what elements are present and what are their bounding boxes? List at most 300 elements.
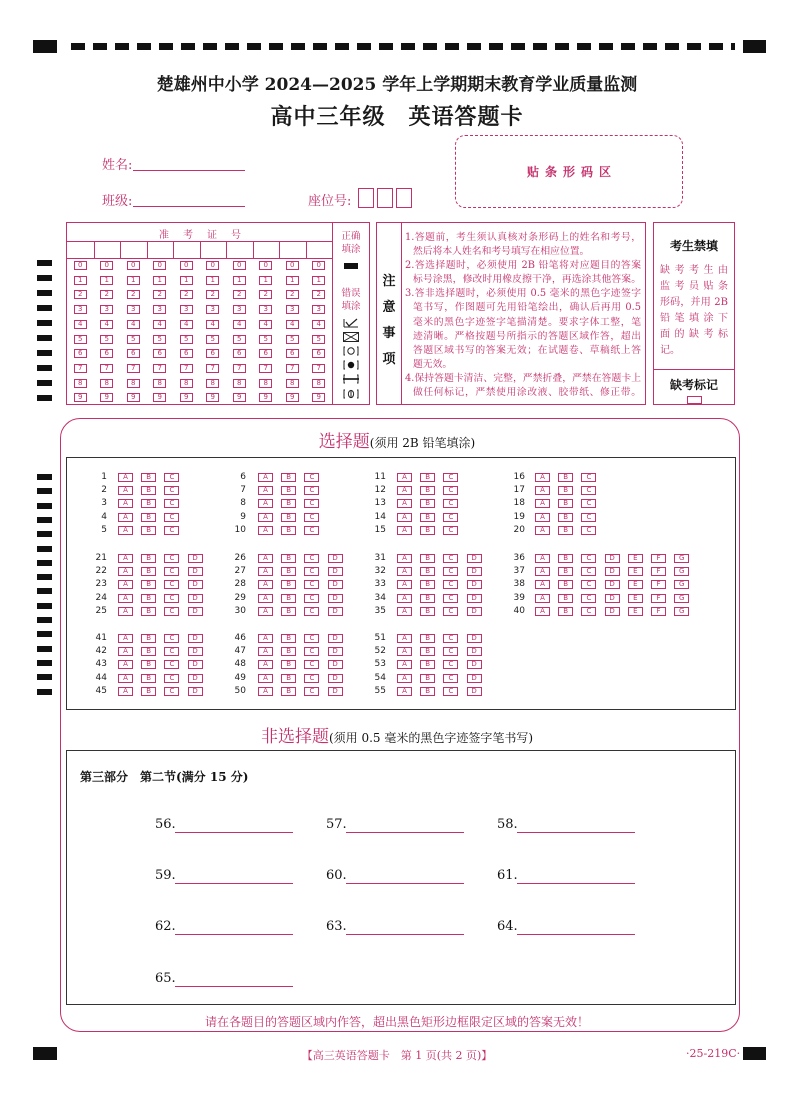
answer-bubble[interactable]: D xyxy=(328,554,343,563)
admission-digit-write-box[interactable] xyxy=(174,242,199,258)
answer-bubble[interactable]: C xyxy=(443,526,458,535)
answer-bubble[interactable]: B xyxy=(141,499,156,508)
answer-bubble[interactable]: B xyxy=(420,594,435,603)
admission-digit-bubble[interactable]: 1 xyxy=(312,276,325,285)
admission-digit-bubble[interactable]: 9 xyxy=(206,393,219,402)
answer-bubble[interactable]: A xyxy=(118,647,133,656)
answer-bubble[interactable]: A xyxy=(397,580,412,589)
answer-bubble[interactable]: A xyxy=(535,607,550,616)
answer-line[interactable] xyxy=(175,883,293,884)
answer-bubble[interactable]: C xyxy=(164,473,179,482)
answer-bubble[interactable]: B xyxy=(420,660,435,669)
admission-digit-bubble[interactable]: 7 xyxy=(74,364,87,373)
admission-digit-bubble[interactable]: 2 xyxy=(233,290,246,299)
answer-bubble[interactable]: D xyxy=(605,580,620,589)
answer-bubble[interactable]: C xyxy=(443,513,458,522)
answer-bubble[interactable]: C xyxy=(443,687,458,696)
answer-bubble[interactable]: C xyxy=(304,567,319,576)
admission-digit-bubble[interactable]: 5 xyxy=(312,335,325,344)
admission-digit-bubble[interactable]: 2 xyxy=(286,290,299,299)
admission-digit-write-box[interactable] xyxy=(254,242,279,258)
answer-bubble[interactable]: A xyxy=(258,647,273,656)
answer-bubble[interactable]: D xyxy=(188,554,203,563)
answer-bubble[interactable]: E xyxy=(628,594,643,603)
answer-bubble[interactable]: D xyxy=(605,607,620,616)
answer-bubble[interactable]: D xyxy=(188,647,203,656)
admission-digit-bubble[interactable]: 9 xyxy=(74,393,87,402)
answer-bubble[interactable]: B xyxy=(558,554,573,563)
answer-bubble[interactable]: A xyxy=(397,674,412,683)
admission-digit-bubble[interactable]: 8 xyxy=(127,379,140,388)
seat-number-box[interactable] xyxy=(396,188,412,208)
answer-bubble[interactable]: B xyxy=(281,660,296,669)
answer-bubble[interactable]: B xyxy=(281,580,296,589)
answer-bubble[interactable]: B xyxy=(558,513,573,522)
answer-bubble[interactable]: C xyxy=(443,634,458,643)
admission-digit-bubble[interactable]: 6 xyxy=(286,349,299,358)
admission-digit-bubble[interactable]: 3 xyxy=(127,305,140,314)
answer-bubble[interactable]: C xyxy=(581,567,596,576)
answer-bubble[interactable]: B xyxy=(558,473,573,482)
admission-digit-bubble[interactable]: 5 xyxy=(259,335,272,344)
answer-bubble[interactable]: B xyxy=(420,607,435,616)
answer-bubble[interactable]: D xyxy=(467,554,482,563)
answer-bubble[interactable]: A xyxy=(118,567,133,576)
answer-bubble[interactable]: A xyxy=(258,674,273,683)
answer-bubble[interactable]: A xyxy=(535,594,550,603)
answer-bubble[interactable]: A xyxy=(397,499,412,508)
seat-number-box[interactable] xyxy=(377,188,393,208)
admission-digit-bubble[interactable]: 2 xyxy=(74,290,87,299)
answer-bubble[interactable]: D xyxy=(188,687,203,696)
admission-digit-bubble[interactable]: 2 xyxy=(312,290,325,299)
answer-line[interactable] xyxy=(175,934,293,935)
answer-bubble[interactable]: B xyxy=(281,634,296,643)
answer-bubble[interactable]: D xyxy=(328,567,343,576)
answer-bubble[interactable]: C xyxy=(304,526,319,535)
answer-bubble[interactable]: C xyxy=(443,486,458,495)
answer-bubble[interactable]: C xyxy=(164,554,179,563)
answer-bubble[interactable]: A xyxy=(118,554,133,563)
answer-bubble[interactable]: A xyxy=(535,554,550,563)
admission-digit-bubble[interactable]: 7 xyxy=(233,364,246,373)
answer-bubble[interactable]: B xyxy=(141,647,156,656)
answer-bubble[interactable]: C xyxy=(581,513,596,522)
answer-bubble[interactable]: C xyxy=(443,594,458,603)
admission-digit-bubble[interactable]: 4 xyxy=(100,320,113,329)
answer-bubble[interactable]: B xyxy=(420,526,435,535)
admission-digit-bubble[interactable]: 4 xyxy=(286,320,299,329)
answer-bubble[interactable]: C xyxy=(304,647,319,656)
answer-bubble[interactable]: C xyxy=(581,499,596,508)
answer-bubble[interactable]: C xyxy=(304,634,319,643)
answer-bubble[interactable]: B xyxy=(281,567,296,576)
admission-digit-bubble[interactable]: 6 xyxy=(153,349,166,358)
admission-digit-bubble[interactable]: 3 xyxy=(286,305,299,314)
answer-bubble[interactable]: B xyxy=(420,687,435,696)
admission-digit-bubble[interactable]: 7 xyxy=(259,364,272,373)
answer-bubble[interactable]: B xyxy=(141,473,156,482)
answer-bubble[interactable]: A xyxy=(397,647,412,656)
answer-bubble[interactable]: B xyxy=(281,687,296,696)
admission-digit-bubble[interactable]: 6 xyxy=(100,349,113,358)
answer-bubble[interactable]: A xyxy=(535,526,550,535)
answer-bubble[interactable]: C xyxy=(164,513,179,522)
answer-bubble[interactable]: A xyxy=(258,594,273,603)
admission-digit-write-box[interactable] xyxy=(280,242,305,258)
answer-bubble[interactable]: B xyxy=(141,567,156,576)
answer-bubble[interactable]: E xyxy=(628,554,643,563)
answer-bubble[interactable]: A xyxy=(118,486,133,495)
answer-bubble[interactable]: D xyxy=(328,687,343,696)
answer-bubble[interactable]: A xyxy=(535,473,550,482)
answer-bubble[interactable]: C xyxy=(443,660,458,669)
answer-bubble[interactable]: B xyxy=(281,607,296,616)
answer-bubble[interactable]: D xyxy=(467,607,482,616)
answer-bubble[interactable]: A xyxy=(118,526,133,535)
admission-digit-bubble[interactable]: 6 xyxy=(312,349,325,358)
answer-bubble[interactable]: A xyxy=(118,499,133,508)
name-field[interactable] xyxy=(133,170,245,171)
answer-bubble[interactable]: A xyxy=(535,486,550,495)
answer-bubble[interactable]: C xyxy=(581,473,596,482)
answer-bubble[interactable]: D xyxy=(328,660,343,669)
admission-digit-bubble[interactable]: 3 xyxy=(74,305,87,314)
answer-bubble[interactable]: C xyxy=(304,594,319,603)
answer-bubble[interactable]: A xyxy=(258,580,273,589)
answer-bubble[interactable]: D xyxy=(467,660,482,669)
answer-bubble[interactable]: F xyxy=(651,594,666,603)
admission-digit-bubble[interactable]: 3 xyxy=(180,305,193,314)
answer-bubble[interactable]: B xyxy=(420,486,435,495)
answer-bubble[interactable]: D xyxy=(188,567,203,576)
answer-bubble[interactable]: A xyxy=(258,486,273,495)
answer-bubble[interactable]: A xyxy=(118,687,133,696)
answer-bubble[interactable]: D xyxy=(605,567,620,576)
answer-bubble[interactable]: B xyxy=(281,647,296,656)
admission-digit-bubble[interactable]: 5 xyxy=(127,335,140,344)
admission-digit-bubble[interactable]: 8 xyxy=(153,379,166,388)
answer-bubble[interactable]: D xyxy=(188,607,203,616)
admission-digit-bubble[interactable]: 8 xyxy=(233,379,246,388)
answer-bubble[interactable]: F xyxy=(651,554,666,563)
admission-digit-write-box[interactable] xyxy=(148,242,173,258)
answer-bubble[interactable]: G xyxy=(674,580,689,589)
admission-digit-bubble[interactable]: 5 xyxy=(206,335,219,344)
answer-bubble[interactable]: B xyxy=(420,499,435,508)
answer-bubble[interactable]: A xyxy=(397,660,412,669)
answer-bubble[interactable]: A xyxy=(118,607,133,616)
answer-bubble[interactable]: C xyxy=(443,554,458,563)
admission-digit-bubble[interactable]: 5 xyxy=(286,335,299,344)
admission-digit-bubble[interactable]: 5 xyxy=(233,335,246,344)
answer-bubble[interactable]: B xyxy=(141,513,156,522)
answer-bubble[interactable]: D xyxy=(467,580,482,589)
answer-bubble[interactable]: B xyxy=(141,486,156,495)
answer-bubble[interactable]: A xyxy=(397,594,412,603)
admission-digit-bubble[interactable]: 9 xyxy=(286,393,299,402)
answer-bubble[interactable]: A xyxy=(258,526,273,535)
answer-bubble[interactable]: B xyxy=(558,499,573,508)
answer-bubble[interactable]: B xyxy=(420,567,435,576)
answer-bubble[interactable]: C xyxy=(164,486,179,495)
answer-bubble[interactable]: A xyxy=(397,513,412,522)
answer-bubble[interactable]: G xyxy=(674,607,689,616)
answer-bubble[interactable]: D xyxy=(467,634,482,643)
answer-bubble[interactable]: D xyxy=(328,594,343,603)
answer-bubble[interactable]: A xyxy=(397,526,412,535)
answer-bubble[interactable]: A xyxy=(118,634,133,643)
answer-bubble[interactable]: C xyxy=(443,580,458,589)
answer-bubble[interactable]: D xyxy=(467,567,482,576)
answer-bubble[interactable]: B xyxy=(141,674,156,683)
admission-digit-bubble[interactable]: 7 xyxy=(286,364,299,373)
answer-bubble[interactable]: C xyxy=(304,660,319,669)
admission-digit-bubble[interactable]: 5 xyxy=(180,335,193,344)
admission-digit-bubble[interactable]: 9 xyxy=(127,393,140,402)
answer-bubble[interactable]: C xyxy=(443,674,458,683)
admission-digit-bubble[interactable]: 5 xyxy=(74,335,87,344)
answer-bubble[interactable]: A xyxy=(535,513,550,522)
answer-bubble[interactable]: E xyxy=(628,607,643,616)
answer-bubble[interactable]: B xyxy=(420,473,435,482)
admission-digit-bubble[interactable]: 3 xyxy=(206,305,219,314)
admission-digit-bubble[interactable]: 1 xyxy=(127,276,140,285)
admission-digit-bubble[interactable]: 9 xyxy=(100,393,113,402)
admission-digit-bubble[interactable]: 9 xyxy=(259,393,272,402)
answer-bubble[interactable]: C xyxy=(443,473,458,482)
answer-bubble[interactable]: C xyxy=(304,513,319,522)
answer-bubble[interactable]: C xyxy=(581,486,596,495)
admission-digit-write-box[interactable] xyxy=(121,242,146,258)
answer-bubble[interactable]: A xyxy=(258,634,273,643)
admission-digit-bubble[interactable]: 3 xyxy=(100,305,113,314)
answer-bubble[interactable]: C xyxy=(304,687,319,696)
answer-bubble[interactable]: D xyxy=(328,634,343,643)
admission-digit-bubble[interactable]: 7 xyxy=(312,364,325,373)
admission-digit-bubble[interactable]: 1 xyxy=(286,276,299,285)
answer-bubble[interactable]: G xyxy=(674,567,689,576)
admission-digit-bubble[interactable]: 1 xyxy=(180,276,193,285)
answer-line[interactable] xyxy=(517,883,635,884)
answer-bubble[interactable]: A xyxy=(118,594,133,603)
answer-bubble[interactable]: A xyxy=(258,513,273,522)
admission-digit-bubble[interactable]: 1 xyxy=(206,276,219,285)
admission-digit-bubble[interactable]: 6 xyxy=(259,349,272,358)
admission-digit-bubble[interactable]: 1 xyxy=(259,276,272,285)
answer-bubble[interactable]: F xyxy=(651,580,666,589)
admission-digit-bubble[interactable]: 8 xyxy=(100,379,113,388)
answer-bubble[interactable]: A xyxy=(258,554,273,563)
answer-bubble[interactable]: E xyxy=(628,567,643,576)
answer-bubble[interactable]: B xyxy=(420,634,435,643)
answer-bubble[interactable]: C xyxy=(443,499,458,508)
admission-digit-bubble[interactable]: 3 xyxy=(233,305,246,314)
answer-bubble[interactable]: A xyxy=(397,554,412,563)
answer-bubble[interactable]: C xyxy=(164,660,179,669)
admission-digit-bubble[interactable]: 4 xyxy=(127,320,140,329)
admission-digit-bubble[interactable]: 2 xyxy=(206,290,219,299)
answer-bubble[interactable]: A xyxy=(397,473,412,482)
admission-digit-bubble[interactable]: 8 xyxy=(206,379,219,388)
admission-digit-bubble[interactable]: 4 xyxy=(206,320,219,329)
admission-digit-bubble[interactable]: 2 xyxy=(153,290,166,299)
answer-bubble[interactable]: A xyxy=(118,674,133,683)
admission-digit-bubble[interactable]: 4 xyxy=(153,320,166,329)
admission-digit-bubble[interactable]: 1 xyxy=(153,276,166,285)
admission-digit-bubble[interactable]: 1 xyxy=(100,276,113,285)
answer-bubble[interactable]: A xyxy=(397,567,412,576)
answer-bubble[interactable]: C xyxy=(581,607,596,616)
answer-bubble[interactable]: B xyxy=(141,687,156,696)
answer-bubble[interactable]: C xyxy=(304,580,319,589)
answer-bubble[interactable]: D xyxy=(467,594,482,603)
answer-bubble[interactable]: C xyxy=(304,473,319,482)
absent-mark-box[interactable] xyxy=(687,396,702,404)
admission-digit-write-box[interactable] xyxy=(68,242,93,258)
admission-digit-bubble[interactable]: 6 xyxy=(127,349,140,358)
answer-bubble[interactable]: B xyxy=(281,499,296,508)
answer-bubble[interactable]: A xyxy=(118,580,133,589)
admission-digit-bubble[interactable]: 0 xyxy=(312,261,325,270)
answer-bubble[interactable]: C xyxy=(304,554,319,563)
admission-digit-bubble[interactable]: 7 xyxy=(153,364,166,373)
answer-bubble[interactable]: B xyxy=(420,580,435,589)
answer-bubble[interactable]: B xyxy=(558,567,573,576)
admission-digit-bubble[interactable]: 9 xyxy=(153,393,166,402)
answer-bubble[interactable]: B xyxy=(558,594,573,603)
admission-digit-bubble[interactable]: 0 xyxy=(259,261,272,270)
answer-bubble[interactable]: B xyxy=(141,634,156,643)
answer-bubble[interactable]: B xyxy=(281,594,296,603)
admission-digit-bubble[interactable]: 9 xyxy=(180,393,193,402)
answer-bubble[interactable]: D xyxy=(188,674,203,683)
answer-bubble[interactable]: A xyxy=(258,567,273,576)
answer-bubble[interactable]: D xyxy=(467,674,482,683)
answer-bubble[interactable]: A xyxy=(118,473,133,482)
admission-digit-bubble[interactable]: 3 xyxy=(312,305,325,314)
answer-bubble[interactable]: D xyxy=(328,580,343,589)
admission-digit-bubble[interactable]: 2 xyxy=(259,290,272,299)
answer-bubble[interactable]: C xyxy=(164,594,179,603)
answer-bubble[interactable]: B xyxy=(281,674,296,683)
admission-digit-bubble[interactable]: 3 xyxy=(259,305,272,314)
admission-digit-bubble[interactable]: 8 xyxy=(180,379,193,388)
answer-bubble[interactable]: B xyxy=(281,554,296,563)
admission-digit-bubble[interactable]: 6 xyxy=(74,349,87,358)
answer-bubble[interactable]: A xyxy=(397,634,412,643)
answer-bubble[interactable]: D xyxy=(467,647,482,656)
admission-digit-bubble[interactable]: 8 xyxy=(286,379,299,388)
class-field[interactable] xyxy=(133,206,245,207)
admission-digit-bubble[interactable]: 7 xyxy=(127,364,140,373)
answer-bubble[interactable]: B xyxy=(141,660,156,669)
answer-bubble[interactable]: B xyxy=(558,526,573,535)
answer-bubble[interactable]: A xyxy=(397,687,412,696)
answer-bubble[interactable]: C xyxy=(304,607,319,616)
answer-bubble[interactable]: D xyxy=(605,594,620,603)
answer-bubble[interactable]: C xyxy=(304,486,319,495)
answer-bubble[interactable]: B xyxy=(141,580,156,589)
answer-line[interactable] xyxy=(175,986,293,987)
answer-line[interactable] xyxy=(517,934,635,935)
admission-digit-bubble[interactable]: 6 xyxy=(233,349,246,358)
admission-digit-bubble[interactable]: 0 xyxy=(206,261,219,270)
answer-bubble[interactable]: B xyxy=(141,554,156,563)
answer-bubble[interactable]: A xyxy=(258,499,273,508)
answer-bubble[interactable]: A xyxy=(535,580,550,589)
admission-digit-bubble[interactable]: 8 xyxy=(259,379,272,388)
answer-bubble[interactable]: B xyxy=(558,580,573,589)
answer-line[interactable] xyxy=(517,832,635,833)
answer-bubble[interactable]: G xyxy=(674,554,689,563)
answer-bubble[interactable]: D xyxy=(328,647,343,656)
answer-bubble[interactable]: G xyxy=(674,594,689,603)
admission-digit-bubble[interactable]: 9 xyxy=(233,393,246,402)
admission-digit-bubble[interactable]: 7 xyxy=(206,364,219,373)
admission-digit-bubble[interactable]: 1 xyxy=(233,276,246,285)
answer-bubble[interactable]: C xyxy=(443,607,458,616)
answer-bubble[interactable]: C xyxy=(304,499,319,508)
answer-bubble[interactable]: A xyxy=(118,660,133,669)
answer-bubble[interactable]: A xyxy=(535,567,550,576)
answer-bubble[interactable]: B xyxy=(141,607,156,616)
answer-bubble[interactable]: A xyxy=(397,607,412,616)
admission-digit-bubble[interactable]: 0 xyxy=(286,261,299,270)
answer-bubble[interactable]: A xyxy=(258,607,273,616)
admission-digit-write-box[interactable] xyxy=(307,242,332,258)
answer-bubble[interactable]: A xyxy=(118,513,133,522)
answer-bubble[interactable]: D xyxy=(328,674,343,683)
answer-bubble[interactable]: D xyxy=(188,634,203,643)
answer-bubble[interactable]: C xyxy=(164,607,179,616)
answer-bubble[interactable]: A xyxy=(258,473,273,482)
admission-digit-bubble[interactable]: 8 xyxy=(74,379,87,388)
answer-line[interactable] xyxy=(346,832,464,833)
admission-digit-bubble[interactable]: 2 xyxy=(100,290,113,299)
answer-bubble[interactable]: B xyxy=(558,607,573,616)
admission-digit-bubble[interactable]: 2 xyxy=(127,290,140,299)
answer-bubble[interactable]: C xyxy=(164,580,179,589)
answer-bubble[interactable]: C xyxy=(581,554,596,563)
answer-bubble[interactable]: C xyxy=(304,674,319,683)
answer-bubble[interactable]: D xyxy=(605,554,620,563)
admission-digit-bubble[interactable]: 4 xyxy=(180,320,193,329)
answer-bubble[interactable]: C xyxy=(164,647,179,656)
answer-line[interactable] xyxy=(346,934,464,935)
answer-bubble[interactable]: A xyxy=(397,486,412,495)
answer-bubble[interactable]: C xyxy=(164,674,179,683)
admission-digit-bubble[interactable]: 5 xyxy=(153,335,166,344)
admission-digit-bubble[interactable]: 4 xyxy=(233,320,246,329)
answer-bubble[interactable]: C xyxy=(581,526,596,535)
answer-line[interactable] xyxy=(346,883,464,884)
answer-bubble[interactable]: B xyxy=(141,526,156,535)
answer-bubble[interactable]: C xyxy=(164,567,179,576)
answer-bubble[interactable]: B xyxy=(558,486,573,495)
answer-bubble[interactable]: B xyxy=(420,674,435,683)
admission-digit-bubble[interactable]: 0 xyxy=(153,261,166,270)
admission-digit-bubble[interactable]: 3 xyxy=(153,305,166,314)
admission-digit-bubble[interactable]: 8 xyxy=(312,379,325,388)
answer-bubble[interactable]: C xyxy=(164,687,179,696)
admission-digit-bubble[interactable]: 7 xyxy=(100,364,113,373)
answer-bubble[interactable]: B xyxy=(281,513,296,522)
admission-digit-bubble[interactable]: 0 xyxy=(100,261,113,270)
admission-digit-bubble[interactable]: 0 xyxy=(74,261,87,270)
admission-digit-bubble[interactable]: 9 xyxy=(312,393,325,402)
answer-bubble[interactable]: C xyxy=(581,580,596,589)
